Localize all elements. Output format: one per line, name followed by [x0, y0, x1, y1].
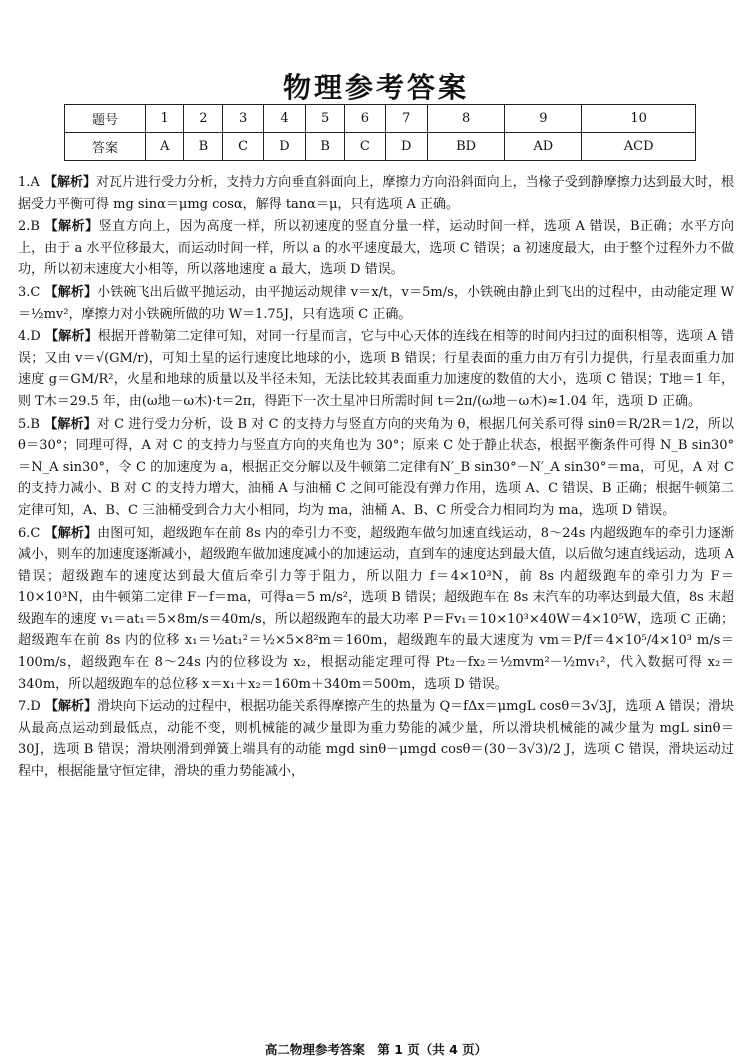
- solution-line: 对 C 进行受力分析，设 B 对 C 的支持力与竖直方向的夹角为 θ，根据几何关系可得 sinθ＝: [96, 416, 629, 432]
- solution-line: 跑车的牵引力逐渐减小，则车的加速度逐渐减小，超级跑车做加速度减小的加速运动，直到车的速度: [18, 525, 734, 563]
- solution-line: 重力由万有引力提供，行星表面重力加速度 g＝GM/R²，火星和地球的质量以及半径未知，无法比较其: [18, 350, 734, 388]
- table-cell-number: 4: [263, 105, 305, 133]
- solution-line: 滑块向下运动的过程中，根据功能关系得摩擦产生的热量为 Q＝fΔx＝μmgL cosθ＝3√3: [97, 699, 608, 715]
- question-solution: [18, 523, 734, 696]
- solution-line: s＝100m/s，超级跑车在 8～24s 内的位移设为 x₂，根据动能定理可得 Pt₂－fx₂＝½mvm²－½mv₁²，代: [18, 633, 734, 671]
- solution-line: a＝5 m/s²，选项 B 错误；超级跑车在 8s 末汽车的功率达到最大值，8s 末超级跑车的速度 v₁＝at₁＝5: [18, 590, 735, 627]
- table-row-answers: [65, 133, 696, 161]
- question-number: 7.D: [18, 699, 41, 715]
- solution-body: [18, 172, 734, 784]
- solution-line: 相同，均为 ma，油桶 A、B、C 所受合力相同均为 ma，选项 D 错误。: [259, 502, 676, 518]
- question-number: 5.B: [18, 416, 40, 432]
- solution-line: 面积相等，选项 A 错误；又由 v＝√(GM/r)，可知土星的运行速度比地球的小，选项 B 错误；行星表面的: [18, 329, 734, 366]
- solution-line: 由图可知，超级跑车在前 8s 内的牵引力不变，超级跑车做匀加速直线运动，8～24s 内超级: [97, 525, 630, 541]
- analysis-tag: 【解析】: [44, 699, 98, 715]
- solution-line: 正确；水平方向上，由于 a 水平位移最大，而运动时间一样，所以 a 的水平速度最大，选项 C 错误；a 初: [18, 219, 734, 256]
- solution-line: 速度最大，由于整个过程外力不做功，所以初末速度大小相等，所以落地速度 a 最大，选项 D 错误。: [18, 240, 734, 278]
- question-solution: [18, 282, 734, 325]
- solution-line: ×8m/s＝40m/s，所以超级跑车的最大功率 P＝Fv₁＝10×10³×40W＝4×10⁵W，选项 C 正确；超级: [18, 611, 734, 649]
- answer-table: [64, 104, 696, 161]
- solution-line: 达到最大值，以后做匀速直线运动，选项 A 错误；超级跑车的速度达到最大值后牵引力等于阻力，所: [18, 547, 734, 584]
- analysis-tag: 【解析】: [44, 284, 98, 300]
- table-cell-number: 2: [184, 105, 223, 133]
- question-number: 3.C: [18, 284, 41, 300]
- question-number: 4.D: [18, 329, 41, 345]
- analysis-tag: 【解析】: [44, 416, 97, 432]
- table-row-numbers: [65, 105, 696, 133]
- table-cell-answer: D: [385, 133, 427, 161]
- solution-line: 摩擦力达到最大时，根据受力平衡可得 mg sinα＝μmg cosα，解得 tanα＝μ，只有选项 A 正确。: [18, 175, 734, 212]
- analysis-tag: 【解析】: [44, 525, 98, 541]
- solution-line: 竖直方向上，因为高度一样，所以初速度的竖直分量一样，运动时间一样，选项 A 错误，B: [98, 219, 640, 235]
- solution-line: 对瓦片进行受力分析，支持力方向垂直斜面向上，摩擦力方向沿斜面向上，当椽子受到静: [96, 175, 604, 190]
- question-solution: [18, 414, 734, 522]
- table-cell-number: 9: [505, 105, 582, 133]
- table-cell-answer: B: [184, 133, 223, 161]
- table-cell-answer: AD: [505, 133, 582, 161]
- table-answer-label: 答案: [65, 133, 146, 161]
- table-cell-number: 5: [306, 105, 345, 133]
- page-footer: 高二物理参考答案 第 1 页（共 4 页）: [264, 1042, 488, 1057]
- question-solution: [18, 696, 734, 782]
- table-cell-answer: BD: [427, 133, 505, 161]
- solution-line: 表面重力加速度的数值的大小，选项 C 错误；T地＝1 年，则 T木＝29.5 年，由(ω地－ω木)·t＝2π，得距: [18, 372, 734, 409]
- analysis-tag: 【解析】: [43, 175, 97, 190]
- table-cell-number: 10: [582, 105, 696, 133]
- solution-line: 小铁碗飞出后做平抛运动，由平抛运动规律 v＝x/t，v＝5m/s，小铁碗由静止到飞出的过程: [97, 284, 625, 300]
- solution-line: 下一次土星冲日所需时间 t＝2π/(ω地－ω木)≈1.04 年，选项 D 正确。: [290, 393, 701, 409]
- solution-line: 跑车在前 8s 内的位移 x₁＝½at₁²＝½×5×8²m＝160m，超级跑车的最大速度为 vm＝P/f＝4×10⁵/4×10³ m/: [45, 633, 714, 649]
- table-cell-number: 1: [146, 105, 184, 133]
- question-number: 2.B: [18, 219, 40, 235]
- table-cell-answer: ACD: [582, 133, 696, 161]
- solution-line: －μmgd cosθ＝(30－3√3)/2 J，选项 C 错误，滑块运动过程中，根据能量守恒定律，滑块的重力势能减小，: [18, 742, 734, 780]
- solution-line: 所以滑块机械能的减少量为 mgL sinθ＝30J，选项 B 错误；滑块刚滑到弹簧上端具有的动能 mgd sinθ: [18, 720, 734, 758]
- question-number: 1.A: [18, 175, 40, 190]
- table-cell-number: 6: [345, 105, 385, 133]
- analysis-tag: 【解析】: [45, 329, 98, 345]
- page-title: 物理参考答案: [282, 71, 469, 104]
- question-solution: [18, 326, 734, 412]
- table-cell-number: 7: [385, 105, 427, 133]
- solution-line: 中，由动能定理 W＝½mv²，摩擦力对小铁碗所做的功 W＝1.75J，只有选项 C 正确。: [18, 284, 734, 322]
- question-number: 6.C: [18, 525, 41, 541]
- question-solution: [18, 172, 734, 215]
- table-cell-answer: C: [345, 133, 385, 161]
- solution-line: 根据开普勒第二定律可知，对同一行星而言，它与中心天体的连线在相等的时间内扫过的: [97, 329, 611, 345]
- table-cell-answer: C: [223, 133, 263, 161]
- solution-line: R/2R＝1/2，所以 θ＝30°；同理可得，A 对 C 的支持力与竖直方向的夹角也为 30°；原来 C 处于静止状态，: [18, 416, 734, 454]
- table-cell-answer: B: [306, 133, 345, 161]
- solution-line: 根据平衡条件可得 N_B sin30°＝N_A sin30°，令 C 的加速度为 a，根据正交分解以及牛顿第二定律有: [18, 438, 734, 475]
- solution-line: 入数据可得 x₂＝340m，所以超级跑车的总位移 x＝x₁＋x₂＝160m＋340m＝500m，选项 D 错误。: [18, 655, 734, 692]
- table-header-label: 题号: [65, 105, 146, 133]
- solution-line: 间可能没有弹力作用，选项 A、C 错误、B 正确；根据牛顿第二定律可知，A、B、C 三油桶受到合力大小: [18, 481, 734, 518]
- analysis-tag: 【解析】: [44, 219, 99, 235]
- table-cell-answer: A: [146, 133, 184, 161]
- table-cell-answer: D: [263, 133, 305, 161]
- solution-line: 以阻力 f＝4×10³N，前 8s 内超级跑车的牵引力为 F＝10×10³N，由牛顿第二定律 F－f＝ma，可得: [18, 568, 734, 606]
- table-cell-number: 3: [223, 105, 263, 133]
- question-solution: [18, 216, 734, 281]
- solution-line: J，选项 A 错误；滑块从最高点运动到最低点，动能不变，则机械能的减少量即为重力势能的减少量，: [18, 699, 734, 736]
- solution-line: N′_B sin30°－N′_A sin30°＝ma，可见，A 对 C 的支持力减小、B 对 C 的支持力增大，油桶 A 与油桶 C 之: [18, 459, 735, 497]
- table-cell-number: 8: [427, 105, 505, 133]
